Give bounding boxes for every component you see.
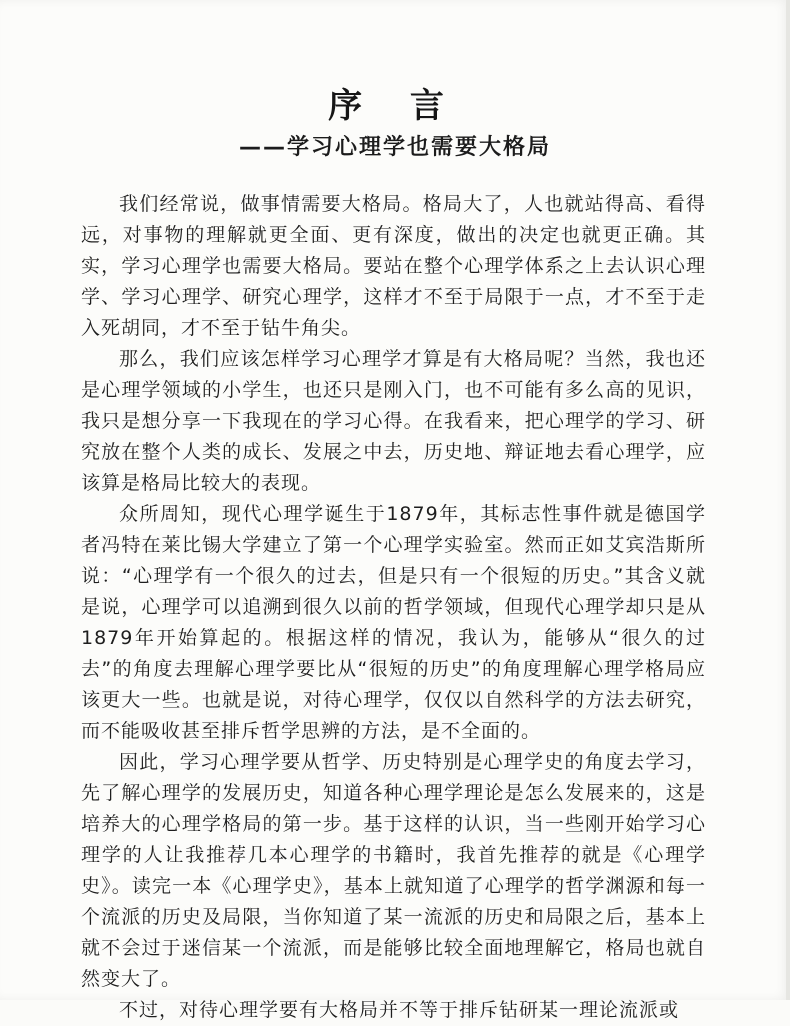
paragraph-5: 不过，对待心理学要有大格局并不等于排斥钻研某一理论流派或 xyxy=(119,999,680,1021)
page-title: 序 言 xyxy=(328,86,462,126)
paragraph-3: 众所周知，现代心理学诞生于1879年，其标志性事件就是德国学者冯特在莱比锡大学建立了第一个心理学实验室。然而正如艾宾浩斯所说：“心理学有一个很久的过去，但是只有一个很短的历史。”其含义就是说，心理学可以追溯到很久以前的哲学领域，但现代心理学却只是从1879年开始算起的。根据这样的情况，我认为，能够从“很久的过去”的角度去理解心理学要比从“很短的历史”的角度理解心理学格局应该更大一些。也就是说，对待心理学，仅仅以自然科学的方法去研究，而不能吸收甚至排斥哲学思辨的方法，是不全面的。 xyxy=(81,503,706,742)
paragraph-1: 我们经常说，做事情需要大格局。格局大了，人也就站得高、看得远，对事物的理解就更全面、更有深度，做出的决定也就更正确。其实，学习心理学也需要大格局。要站在整个心理学体系之上去认识心理学、学习心理学、研究心理学，这样才不至于局限于一点，才不至于走入死胡同，才不至于钻牛角尖。 xyxy=(81,193,706,339)
body-text xyxy=(81,189,706,1026)
paragraph-4: 因此，学习心理学要从哲学、历史特别是心理学史的角度去学习，先了解心理学的发展历史，知道各种心理学理论是怎么发展来的，这是培养大的心理学格局的第一步。基于这样的认识，当一些刚开始学习心理学的人让我推荐几本心理学的书籍时，我首先推荐的就是《心理学史》。读完一本《心理学史》，基本上就知道了心理学的哲学渊源和每一个流派的历史及局限，当你知道了某一流派的历史和局限之后，基本上就不会过于迷信某一个流派，而是能够比较全面地理解它，格局也就自然变大了。 xyxy=(81,751,706,990)
page-subtitle: ——学习心理学也需要大格局 xyxy=(238,135,551,160)
paragraph-2: 那么，我们应该怎样学习心理学才算是有大格局呢？当然，我也还是心理学领域的小学生，也还只是刚入门，也不可能有多么高的见识，我只是想分享一下我现在的学习心得。在我看来，把心理学的学习、研究放在整个人类的成长、发展之中去，历史地、辩证地去看心理学，应该算是格局比较大的表现。 xyxy=(81,348,706,494)
